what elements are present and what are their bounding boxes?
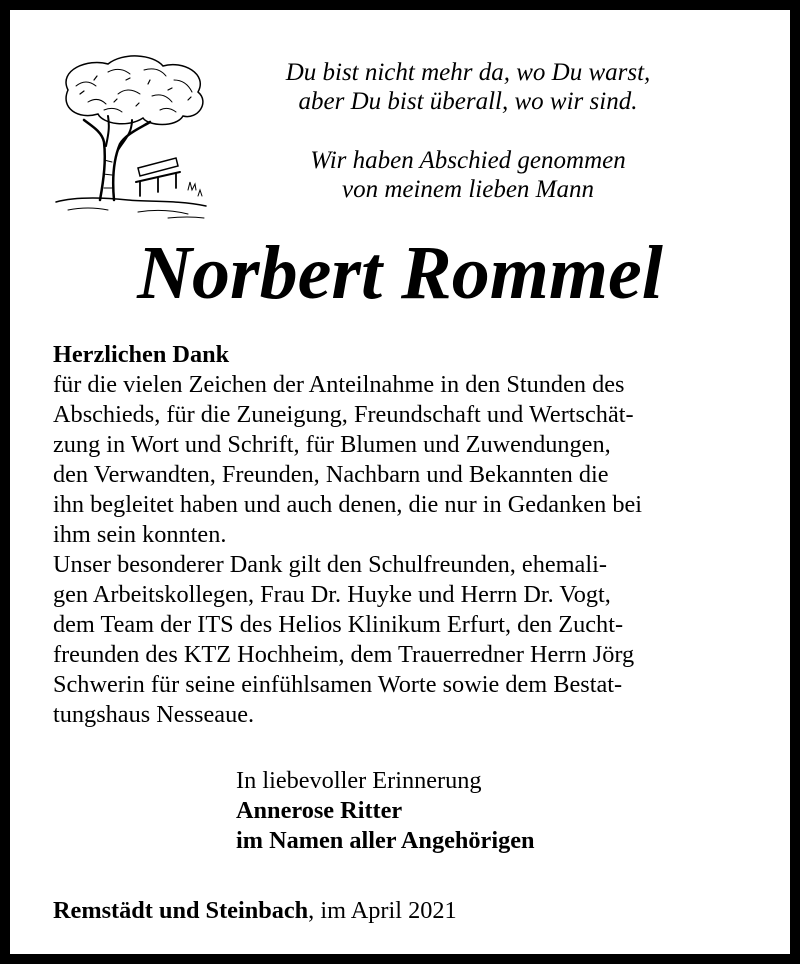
thanks-section [53,340,747,730]
thanks-line: ihn begleitet haben und auch denen, die nur in Gedanken bei [53,491,642,518]
thanks-line: den Verwandten, Freunden, Nachbarn und Bekannten die [53,461,609,488]
tree-and-bench-icon [48,50,213,220]
special-thanks-line: gen Arbeitskollegen, Frau Dr. Huyke und Herrn Dr. Vogt, [53,581,611,608]
farewell-line: von meinem lieben Mann [341,176,594,203]
special-thanks-line: Unser besonderer Dank gilt den Schulfreunden, ehemali- [53,551,607,578]
thanks-line: für die vielen Zeichen der Anteilnahme in den Stunden des [53,371,625,398]
thanks-line: zung in Wort und Schrift, für Blumen und Zuwendungen, [53,431,611,458]
special-thanks-line: freunden des KTZ Hochheim, dem Trauerredner Herrn Jörg [53,641,635,668]
signature-block [236,766,736,856]
special-thanks-line: dem Team der ITS des Helios Klinikum Erfurt, den Zucht- [53,611,624,638]
footer-place: Remstädt und Steinbach [53,897,309,924]
quote-line: aber Du bist überall, wo wir sind. [298,88,638,115]
signature-family: im Namen aller Angehörigen [236,827,535,854]
thanks-line: Abschieds, für die Zuneigung, Freundschaft und Wertschät- [53,401,634,428]
thanks-line: ihm sein konnten. [53,521,227,548]
special-thanks-line: tungshaus Nesseaue. [53,701,255,728]
farewell-line: Wir haben Abschied genommen [310,147,626,174]
opening-quote [248,58,688,116]
quote-line: Du bist nicht mehr da, wo Du warst, [285,59,651,86]
thanks-heading: Herzlichen Dank [53,341,230,368]
deceased-name: Norbert Rommel [137,231,663,315]
farewell-text [248,146,688,204]
footer-date: , im April 2021 [308,897,457,924]
signature-name: Annerose Ritter [236,797,403,824]
special-thanks-line: Schwerin für seine einfühlsamen Worte sowie dem Bestat- [53,671,623,698]
place-date-line [53,896,747,926]
signature-intro: In liebevoller Erinnerung [236,767,482,794]
